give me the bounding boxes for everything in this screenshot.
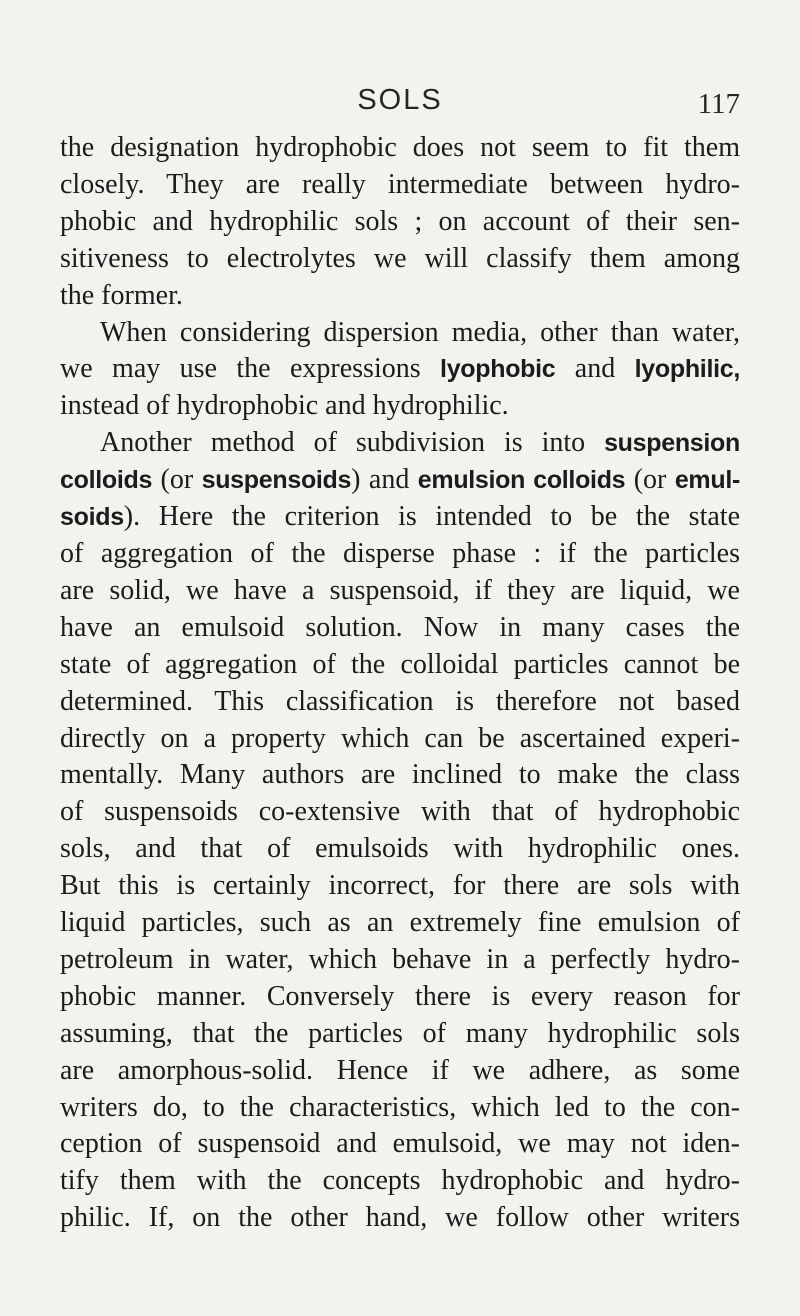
- text-line: determined. This classification is therefore not based: [60, 685, 740, 717]
- text-line: state of aggregation of the colloidal particles cannot be: [60, 648, 740, 680]
- text-line: of suspensoids co-extensive with that of hydrophobic: [60, 796, 740, 828]
- text-line: When considering dispersion media, other than water,: [100, 316, 740, 348]
- body-text: [60, 130, 740, 1237]
- text-line: philic. If, on the other hand, we follow other writers: [60, 1202, 740, 1234]
- text-line: are solid, we have a suspensoid, if they are liquid, we: [60, 574, 740, 606]
- text-line: But this is certainly incorrect, for there are sols with: [60, 870, 740, 902]
- text-line: mentally. Many authors are inclined to make the class: [60, 759, 740, 791]
- term-lyophobic: lyophobic: [440, 355, 556, 384]
- term-colloids: colloids: [60, 466, 153, 495]
- term-emul: emul-: [674, 466, 741, 495]
- text-line: we may use the expressions lyophobic and lyophilic,: [60, 353, 740, 385]
- text-line: colloids (or suspensoids) and emulsion colloids (or emul-: [60, 464, 741, 496]
- term-lyophilic: lyophilic,: [634, 355, 740, 384]
- text-line: directly on a property which can be ascertained experi-: [60, 722, 740, 754]
- text-line: soids). Here the criterion is intended to be the state: [60, 501, 740, 533]
- text-line: writers do, to the characteristics, which led to the con-: [60, 1091, 740, 1123]
- text-line: phobic manner. Conversely there is every reason for: [60, 980, 740, 1012]
- text-line: the designation hydrophobic does not seem to fit them: [60, 132, 740, 163]
- term-emulsion-colloids: emulsion colloids: [417, 466, 626, 495]
- text-line: sols, and that of emulsoids with hydrophilic ones.: [60, 833, 740, 865]
- text-line: closely. They are really intermediate between hydro-: [60, 168, 740, 200]
- running-head: [0, 84, 800, 124]
- term-suspension: suspension: [604, 429, 740, 458]
- text-line: phobic and hydrophilic sols ; on account of their sen-: [60, 205, 740, 237]
- text-line: tify them with the concepts hydrophobic and hydro-: [60, 1165, 740, 1197]
- text-line: have an emulsoid solution. Now in many cases the: [60, 611, 740, 643]
- text-line: sitiveness to electrolytes we will classify them among: [60, 242, 740, 274]
- text-line: the former.: [60, 279, 183, 311]
- term-suspensoids: suspensoids: [201, 466, 352, 495]
- term-soids: soids: [60, 503, 124, 532]
- text-line: assuming, that the particles of many hydrophilic sols: [60, 1017, 740, 1049]
- text-line: ception of suspensoid and emulsoid, we may not iden-: [60, 1128, 740, 1160]
- text-line: liquid particles, such as an extremely fine emulsion of: [60, 907, 740, 939]
- text-line: instead of hydrophobic and hydrophilic.: [60, 390, 509, 422]
- text-line: Another method of subdivision is into suspension: [100, 427, 740, 459]
- running-title: SOLS: [357, 84, 443, 116]
- text-line: of aggregation of the disperse phase : if the particles: [60, 537, 740, 569]
- text-line: petroleum in water, which behave in a perfectly hydro-: [60, 943, 740, 975]
- text-line: are amorphous-solid. Hence if we adhere, as some: [60, 1054, 740, 1086]
- page-number: 117: [697, 88, 740, 120]
